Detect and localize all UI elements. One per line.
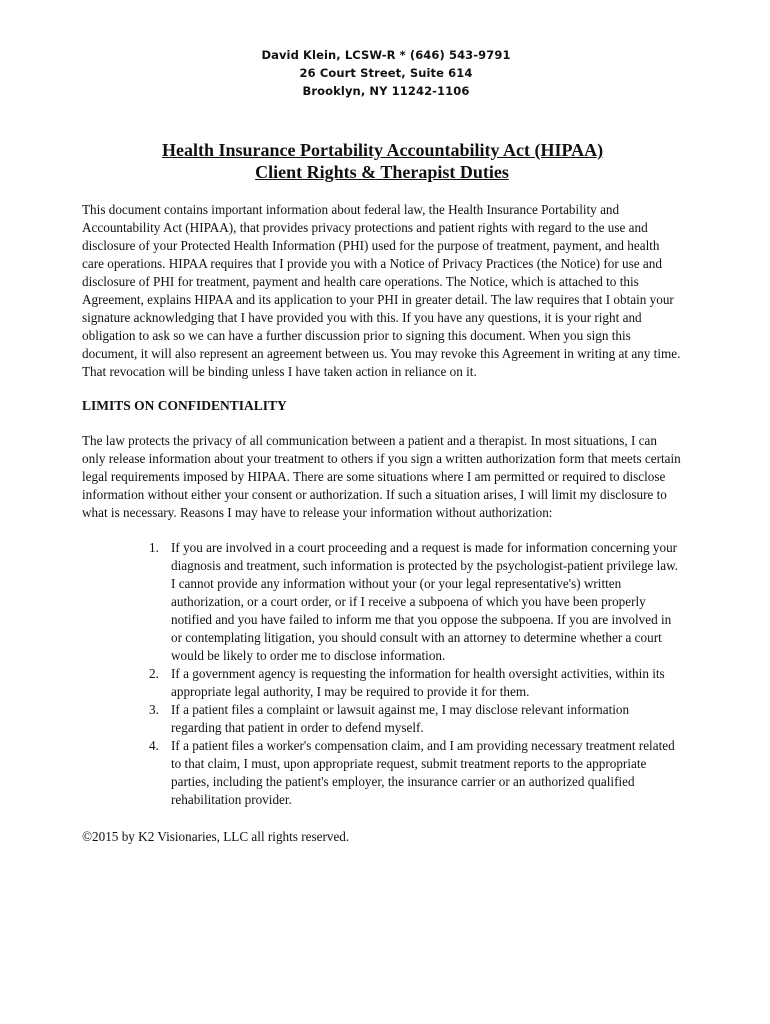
letterhead-city: Brooklyn, NY 11242-1106 [302,84,470,98]
list-item [149,665,682,701]
letterhead-street: 26 Court Street, Suite 614 [299,66,473,80]
list-item [149,701,682,737]
limits-heading: LIMITS ON CONFIDENTIALITY [82,398,287,413]
document-title [82,139,682,183]
limits-paragraph: The law protects the privacy of all communication between a patient and a therapist. In most situations, I can only release information about your treatment to others if you sign a written authorization form that meets certain legal requirements imposed by HIPAA. There are some situations where I am permitted or required to disclose information without either your consent or authorization. If such a situation arises, I will limit my disclosure to what is necessary. Reasons I may have to release your information without authorization: [82,433,681,520]
title-line-1: Health Insurance Portability Accountability Act (HIPAA) [162,140,604,160]
intro-paragraph: This document contains important information about federal law, the Health Insurance Portability and Accountability Act (HIPAA), that provides privacy protections and patient rights with regard to the use and disclosure of your Protected Health Information (PHI) used for the purpose of treatment, payment, and health care operations. HIPAA requires that I provide you with a Notice of Privacy Practices (the Notice) for use and disclosure of PHI for treatment, payment and health care operations. The Notice, which is attached to this Agreement, explains HIPAA and its application to your PHI in greater detail. The law requires that I obtain your signature acknowledging that I have provided you with this. If you have any questions, it is your right and obligation to ask so we can have a further discussion prior to signing this document. When you sign this document, it will also represent an agreement between us. You may revoke this Agreement in writing at any time. That revocation will be binding unless I have taken action in reliance on it. [82,202,681,379]
letterhead-name-phone: David Klein, LCSW-R * (646) 543-9791 [261,48,511,62]
letterhead [90,46,682,100]
list-item-number: 4. [149,738,159,753]
list-item [149,539,682,665]
list-item-number: 2. [149,666,159,681]
list-item-text: If a patient files a worker's compensation claim, and I am providing necessary treatment related to that claim, I must, upon appropriate request, submit treatment reports to the appropriate parties, including the patient's employer, the insurance carrier or an authorized qualified rehabilitation provider. [171,738,675,807]
list-item-text: If a government agency is requesting the information for health oversight activities, within its appropriate legal authority, I may be required to provide it for them. [171,666,665,699]
list-item-number: 1. [149,540,159,555]
reasons-list [82,539,682,809]
copyright-footer: ©2015 by K2 Visionaries, LLC all rights reserved. [82,829,350,844]
list-item-text: If you are involved in a court proceeding and a request is made for information concerning your diagnosis and treatment, such information is protected by the psychologist-patient privilege law. I cannot provide any information without your (or your legal representative's) written authorization, or a court order, or if I receive a subpoena of which you have been properly notified and you have failed to inform me that you oppose the subpoena. If you are involved in or contemplating litigation, you should consult with an attorney to determine whether a court would be likely to order me to disclose information. [171,540,679,663]
list-item-number: 3. [149,702,159,717]
list-item-text: If a patient files a complaint or lawsuit against me, I may disclose relevant information regarding that patient in order to defend myself. [171,702,630,735]
title-line-2: Client Rights & Therapist Duties [255,162,509,182]
list-item [149,737,682,809]
